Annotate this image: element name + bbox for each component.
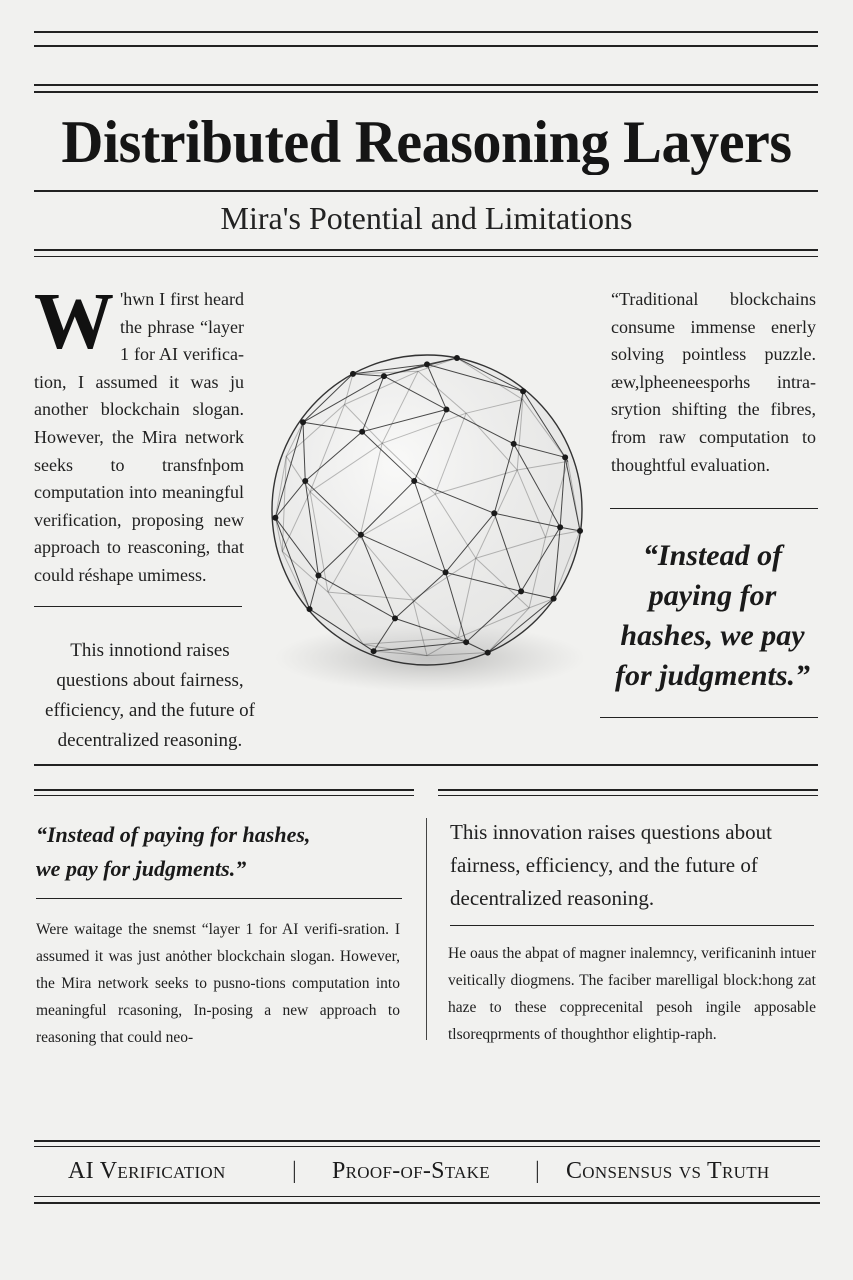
footer-rule-2 [34,1146,820,1147]
left-intro-text: 'hwn I first heard the phrase “layer 1 for AI verifica-tion, I assumed it was ju another blockchain slogan. However, the Mira network seeks to transfnþom computation into meaningful verification, proposing new approach to reasconing, that could réshape umimess. [34,289,244,585]
globe-node [350,371,356,377]
lower-right-rule-2 [438,795,818,796]
globe-node [302,478,308,484]
drop-cap: W [34,278,114,366]
pull-quote-line-2: we pay for judgments.” [36,856,247,881]
footer-topic-proof-of-stake: Proof-of-Stake [332,1158,490,1184]
left-intro-column [34,278,244,590]
top-rule-3 [34,84,818,86]
lower-right-lead [450,816,800,915]
globe-node [562,454,568,460]
lower-left-body-text: Were waitage the snemst “layer 1 for AI verifi-sration. I assumed it was just anȯther blockchain slogan. However, the Mira network seeks to pusno-tions computation into meaningful rcasoning, In-posing a new approach to reasoning that could neo- [36,921,400,1046]
footer-separator-2: | [535,1158,540,1184]
globe-node [485,650,491,656]
globe-node [307,606,313,612]
globe-node [577,528,583,534]
left-second-column [34,636,266,756]
globe-node [315,573,321,579]
wireframe-globe-illustration [262,340,598,704]
globe-node [359,429,365,435]
lower-right-rule-1 [438,789,818,791]
globe-node [443,406,449,412]
column-divider [426,818,427,1040]
globe-node [520,388,526,394]
globe-node [424,361,430,367]
footer-rule-1 [34,1140,820,1142]
globe-node [358,532,364,538]
lower-right-body-text: He oaus the abpat of magner inalemncy, verificaninh intuer veitically diogmens. The faciber marelligal block:hong zat haze to these copprecenital pesoh ingile apposable tlsoreqprments of thoughthor elightip-raph. [448,945,816,1043]
globe-node [491,510,497,516]
top-rule-2 [34,45,818,47]
globe-node [511,441,517,447]
globe-node [518,588,524,594]
footer-topic-ai-verification: AI Verification [68,1158,226,1184]
lower-right-body [448,940,816,1048]
globe-node [300,419,306,425]
globe-node [272,515,278,521]
top-rule-1 [34,31,818,33]
pull-quote-line-1: “Instead of paying for hashes, [36,822,311,847]
globe-node [381,373,387,379]
lower-left-rule-2 [34,795,414,796]
lower-left-rule-1 [34,789,414,791]
lower-left-pull-quote [36,818,376,886]
footer-separator-1: | [292,1158,297,1184]
right-intro-text: “Traditional blockchains consume immense enerly solving pointless puzzle. æw,lpheeneesporhs intra-srytion shifting the fibres, from raw computation to thoughtful evaluation. [611,289,816,475]
subtitle-rule-2 [34,256,818,257]
page-title: Distributed Reasoning Layers [61,109,792,175]
mid-rule [34,764,818,766]
globe-node [392,615,398,621]
right-divider-top [610,508,818,509]
left-second-text: This innotiond raises questions about fairness, efficiency, and the future of decentralized reasoning. [45,640,255,751]
subtitle-rule-1 [34,249,818,251]
globe-node [411,478,417,484]
lower-right-divider [450,925,814,926]
page-subtitle: Mira's Potential and Limitations [220,200,633,236]
lower-right-lead-text: This innovation raises questions about fairness, efficiency, and the future of decentralized reasoning. [450,820,772,910]
lower-left-body [36,916,400,1051]
globe-node [557,524,563,530]
footer-rule-3 [34,1196,820,1197]
lower-left-quote-rule [36,898,402,899]
globe-node [551,596,557,602]
footer-topic-consensus-vs-truth: Consensus vs Truth [566,1158,770,1184]
globe-node [463,639,469,645]
top-rule-4 [34,91,818,93]
title-underline [34,190,818,192]
globe-node [443,569,449,575]
footer-rule-4 [34,1202,820,1204]
left-divider [34,606,242,607]
right-pull-quote: “Instead of paying for hashes, we pay for judgments.” [614,539,811,692]
right-intro-column [611,286,816,479]
globe-node [454,355,460,361]
right-divider-bottom [600,717,818,718]
globe-node [371,648,377,654]
